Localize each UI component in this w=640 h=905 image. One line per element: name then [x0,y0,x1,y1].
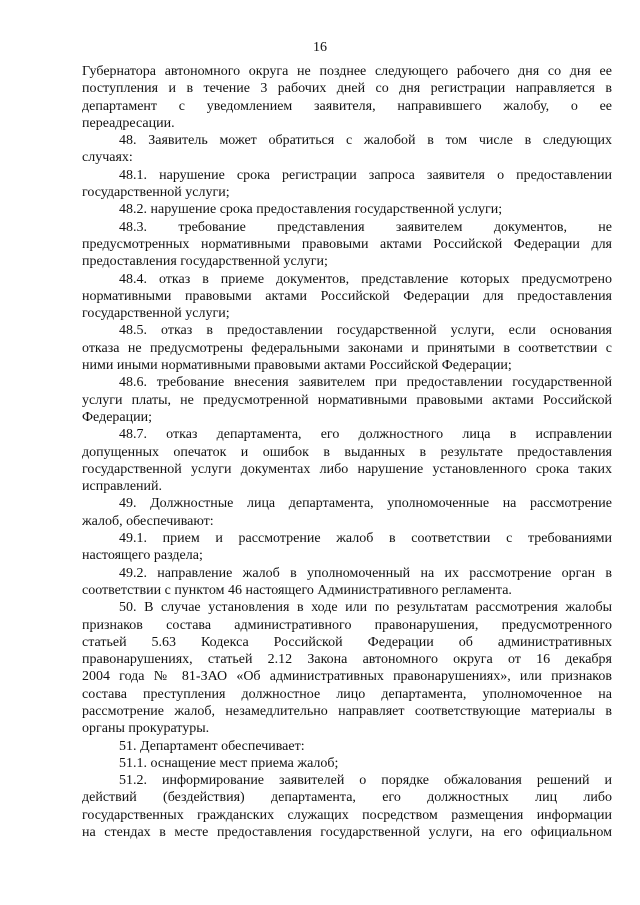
text-line: переадресации. [82,115,175,131]
text-line: 48.6. требование внесения заявителем при предоставлении государственной [119,375,612,391]
text-line: 48. Заявитель может обратиться с жалобой в том числе в следующих [119,133,612,149]
text-line: поступления и в течение 3 рабочих дней со дня регистрации направляется в [82,81,612,97]
text-line: соответствии с пунктом 46 настоящего Административного регламента. [82,582,512,598]
text-line: департамент с уведомлением заявителя, направившего жалобу, о ее [82,98,612,114]
text-line: государственных гражданских служащих посредством размещения информации [82,807,612,823]
document-body [82,63,612,841]
text-line: допущенных опечаток и ошибок в выданных в результате предоставления [82,444,612,460]
text-line: нормативными правовыми актами Российской Федерации для предоставления [82,288,612,304]
text-line: отказа не предусмотрены федеральными законами и принятыми в соответствии с [82,340,612,356]
text-line: ними иными нормативными правовыми актами Российской Федерации; [82,358,512,374]
text-line: 48.2. нарушение срока предоставления государственной услуги; [119,202,503,218]
text-line: 51. Департамент обеспечивает: [119,738,305,754]
text-line: на стендах в месте предоставления государственной услуги, на его официальном [82,825,612,841]
text-line: предоставления государственной услуги; [82,254,328,270]
text-line: случаях: [82,150,133,166]
text-line: 51.1. оснащение мест приема жалоб; [119,755,339,771]
text-line: действий (бездействия) департамента, его должностных лиц либо [82,790,612,806]
text-line: рассмотрение жалоб, незамедлительно направляет соответствующие материалы в [82,703,612,719]
text-line: 48.5. отказ в предоставлении государственной услуги, если основания [119,323,612,339]
text-line: предусмотренных нормативными правовыми актами Российской Федерации для [82,236,612,252]
text-line: государственной услуги; [82,185,230,201]
text-line: государственной услуги; [82,306,230,322]
text-line: настоящего раздела; [82,548,203,564]
text-line: 50. В случае установления в ходе или по результатам рассмотрения жалобы [119,600,612,616]
text-line: 2004 года № 81-ЗАО «Об административных правонарушениях», или признаков [82,669,612,685]
text-line: правонарушениях, статьей 2.12 Закона автономного округа от 16 декабря [82,652,612,668]
text-line: 48.7. отказ департамента, его должностного лица в исправлении [119,427,612,443]
text-line: 48.1. нарушение срока регистрации запроса заявителя о предоставлении [119,167,612,183]
text-line: признаков состава административного правонарушения, предусмотренного [82,617,612,633]
page-number: 16 [313,40,327,55]
text-line: состава преступления должностное лицо департамента, уполномоченное на [82,686,612,702]
text-line: Федерации; [82,409,153,425]
text-line: услуги платы, не предусмотренной нормативными правовыми актами Российской [82,392,612,408]
text-line: статьей 5.63 Кодекса Российской Федерации об административных [82,634,612,650]
text-line: 49.2. направление жалоб в уполномоченный на их рассмотрение орган в [119,565,612,581]
text-line: 51.2. информирование заявителей о порядке обжалования решений и [119,773,612,789]
text-line: Губернатора автономного округа не позднее следующего рабочего дня со дня ее [82,64,612,79]
text-line: исправлений. [82,479,163,495]
text-line: государственной услуги документах либо нарушение установленного срока таких [82,461,612,477]
text-line: жалоб, обеспечивают: [82,513,214,529]
text-line: 48.3. требование представления заявителем документов, не [119,219,612,235]
text-line: 49. Должностные лица департамента, уполномоченные на рассмотрение [119,496,612,512]
text-line: органы прокуратуры. [82,721,210,737]
text-line: 48.4. отказ в приеме документов, представление которых предусмотрено [119,271,612,287]
text-line: 49.1. прием и рассмотрение жалоб в соответствии с требованиями [119,531,612,547]
